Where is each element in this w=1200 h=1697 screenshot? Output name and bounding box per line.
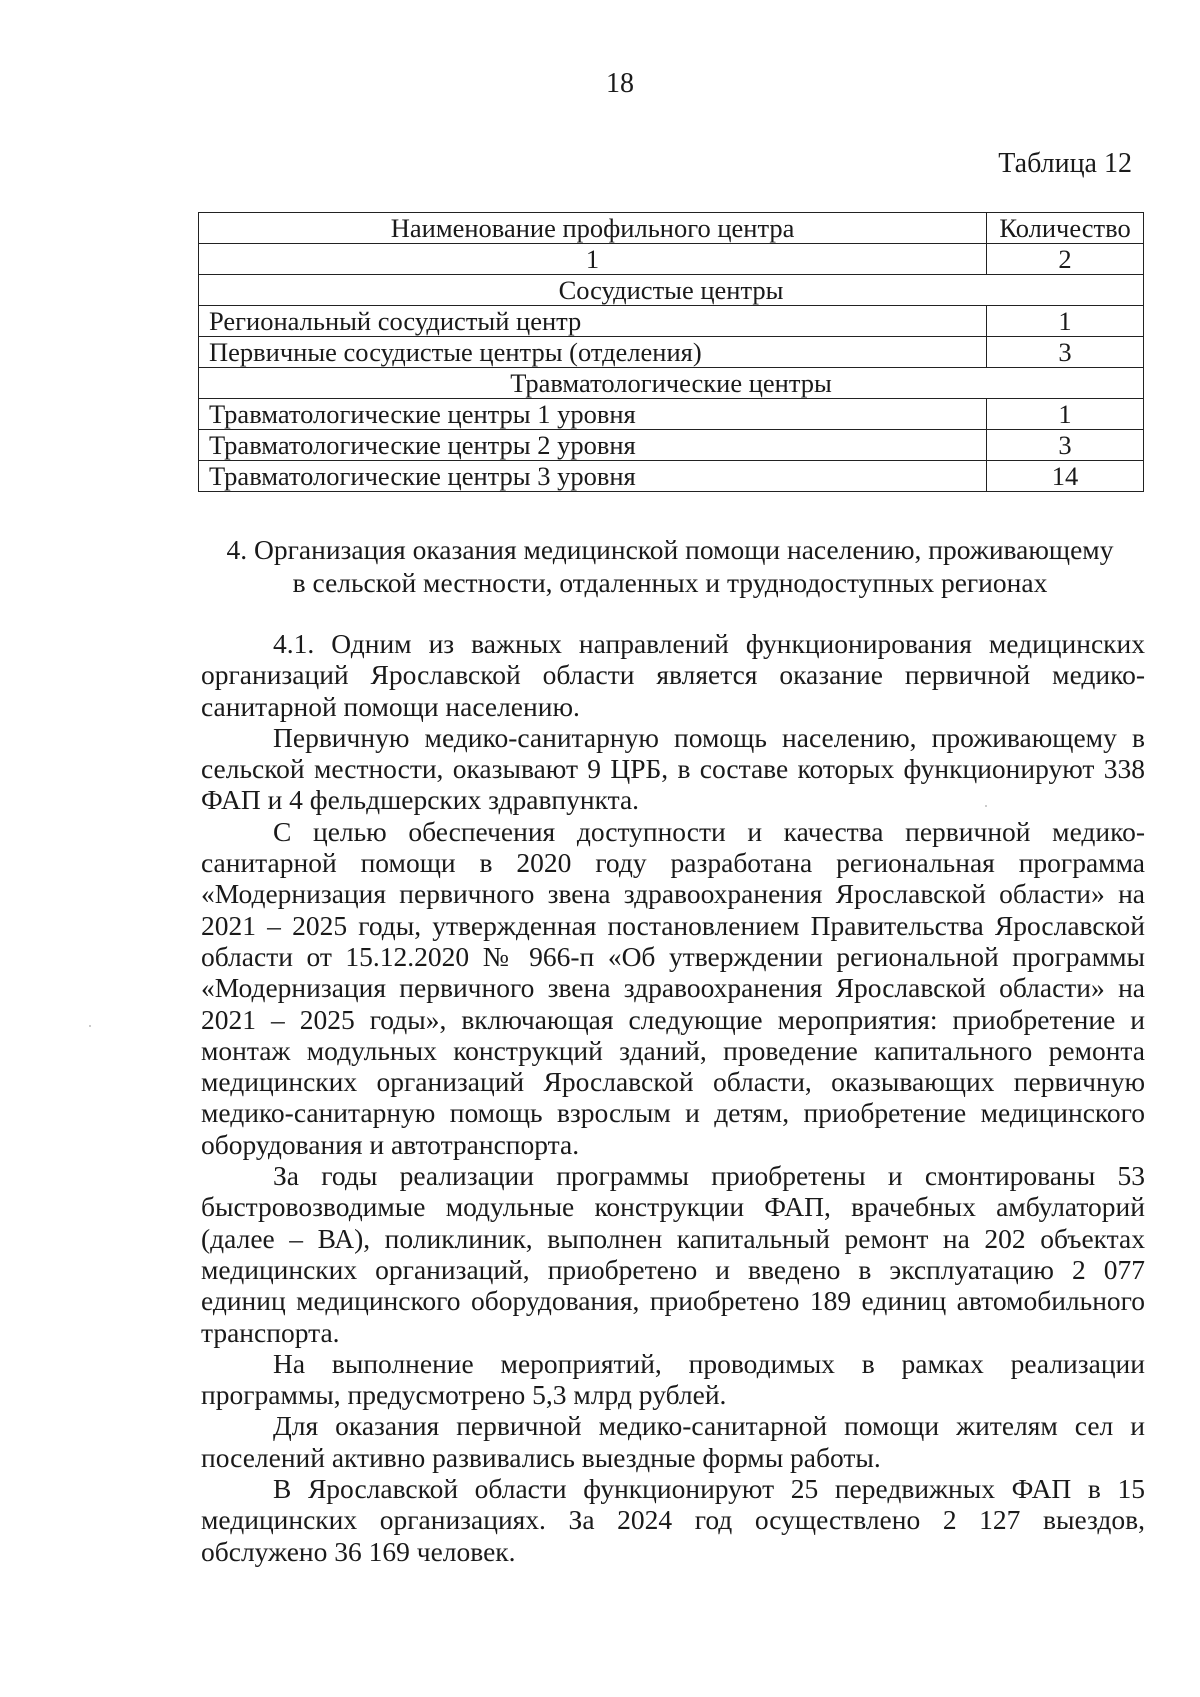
table-row [199,461,1144,492]
column-number-1: 1 [199,244,987,275]
header-name: Наименование профильного центра [199,213,987,244]
paragraph: За годы реализации программы приобретены и смонтированы 53 быстровозводимые модульные конструкции ФАП, врачебных амбулаторий (далее – ВА), поликлиник, выполнен капитальный ремонт на 202 объектах медицинских организаций, приобретено и введено в эксплуатацию 2 077 единиц медицинского оборудования, приобретено 189 единиц автомобильного транспорта. [201,1160,1145,1348]
row-name: Региональный сосудистый центр [199,306,987,337]
row-name: Травматологические центры 2 уровня [199,430,987,461]
table-row [199,337,1144,368]
section-heading-line-1: 4. Организация оказания медицинской помощи населению, проживающему [226,534,1114,565]
scan-speck [89,1025,91,1027]
page-number: 18 [606,68,634,99]
paragraph: Первичную медико-санитарную помощь населению, проживающему в сельской местности, оказывают 9 ЦРБ, в составе которых функционируют 338 ФАП и 4 фельдшерских здравпункта. [201,721,1145,816]
row-count: 3 [987,430,1144,461]
group-title-row [199,275,1144,306]
table-label: Таблица 12 [998,148,1132,179]
centers-table [198,212,1144,492]
section-heading [200,533,1140,599]
group-title-row [199,368,1144,399]
row-name: Травматологические центры 1 уровня [199,399,987,430]
column-numbers-row [199,244,1144,275]
paragraph: С целью обеспечения доступности и качества первичной медико-санитарной помощи в 2020 году разработана региональная программа «Модернизация первичного звена здравоохранения Ярославской области» на 2021 – 2025 годы, утвержденная постановлением Правительства Ярославской области от 15.12.2020 № 966-п «Об утверждении региональной программы «Модернизация первичного звена здравоохранения Ярославской области» на 2021 – 2025 годы», включающая следующие мероприятия: приобретение и монтаж модульных конструкций зданий, проведение капитального ремонта медицинских организаций Ярославской области, оказывающих первичную медико-санитарную помощь взрослым и детям, приобретение медицинского оборудования и автотранспорта. [201,815,1145,1160]
row-count: 3 [987,337,1144,368]
paragraph: Для оказания первичной медико-санитарной помощи жителям сел и поселений активно развивались выездные формы работы. [201,1410,1145,1473]
row-count: 1 [987,399,1144,430]
row-count: 14 [987,461,1144,492]
section-heading-line-2: в сельской местности, отдаленных и труднодоступных регионах [292,567,1048,598]
row-name: Травматологические центры 3 уровня [199,461,987,492]
section-body [201,628,1145,1567]
table-row [199,399,1144,430]
table-row [199,306,1144,337]
paragraph: В Ярославской области функционируют 25 передвижных ФАП в 15 медицинских организациях. За 2024 год осуществлено 2 127 выездов, обслужено 36 169 человек. [201,1473,1145,1567]
group-title-trauma: Травматологические центры [199,368,1144,399]
paragraph: На выполнение мероприятий, проводимых в рамках реализации программы, предусмотрено 5,3 млрд рублей. [201,1347,1145,1411]
header-count: Количество [987,213,1144,244]
column-number-2: 2 [987,244,1144,275]
table-header-row [199,213,1144,244]
row-count: 1 [987,306,1144,337]
row-name: Первичные сосудистые центры (отделения) [199,337,987,368]
paragraph: 4.1. Одним из важных направлений функционирования медицинских организаций Ярославской области является оказание первичной медико-санитарной помощи населению. [201,628,1145,722]
table-row [199,430,1144,461]
group-title-vascular: Сосудистые центры [199,275,1144,306]
scan-speck [985,805,987,807]
